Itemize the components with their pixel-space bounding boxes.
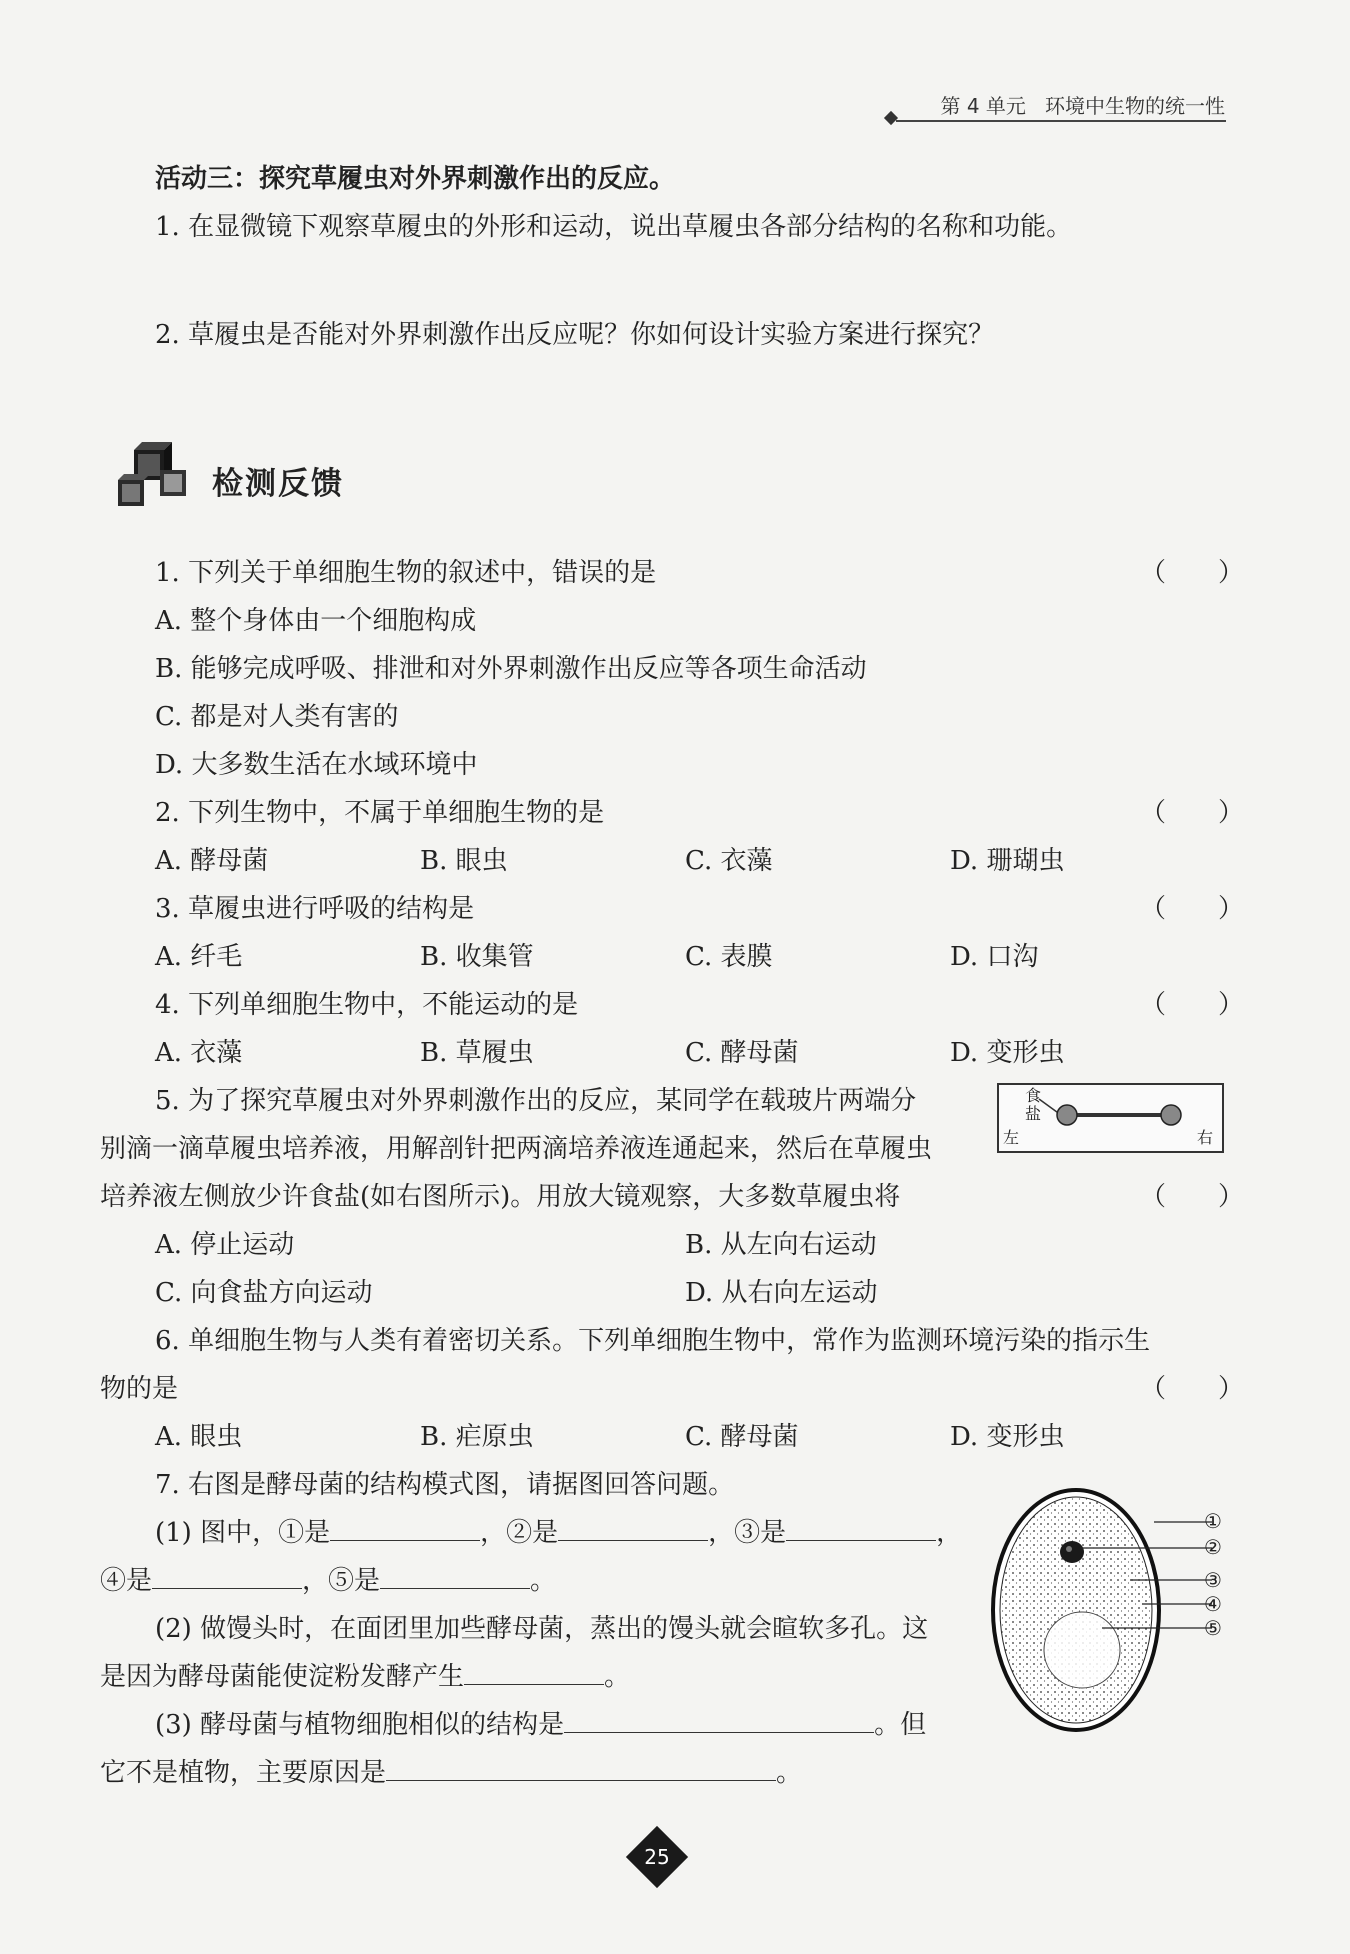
q3-option-d[interactable]: D. 口沟 — [950, 942, 1039, 972]
header-title: 环境中生物的统一性 — [1045, 94, 1225, 118]
q1-option-b[interactable]: B. 能够完成呼吸、排泄和对外界刺激作出反应等各项生命活动 — [155, 654, 867, 684]
page-number: 25 — [644, 1845, 670, 1869]
q4-option-c[interactable]: C. 酵母菌 — [685, 1038, 799, 1068]
q1-stem: 1. 下列关于单细胞生物的叙述中，错误的是 — [155, 558, 657, 588]
header-rule — [896, 120, 1226, 122]
q7-stem: 7. 右图是酵母菌的结构模式图，请据图回答问题。 — [155, 1470, 735, 1500]
q2-option-b[interactable]: B. 眼虫 — [420, 846, 508, 876]
salt-slide-figure — [997, 1083, 1224, 1153]
section-title: 检测反馈 — [212, 466, 344, 502]
q5-answer-paren[interactable]: （ ） — [1140, 1182, 1245, 1212]
q2-option-d[interactable]: D. 珊瑚虫 — [950, 846, 1065, 876]
q5-line1: 5. 为了探究草履虫对外界刺激作出的反应，某同学在载玻片两端分 — [155, 1086, 917, 1116]
salt-label-2: 盐 — [1025, 1104, 1042, 1123]
q2-stem: 2. 下列生物中，不属于单细胞生物的是 — [155, 798, 605, 828]
yeast-label-5: ⑤ — [1204, 1616, 1222, 1640]
cube-section-icon — [112, 440, 200, 516]
q6-option-c[interactable]: C. 酵母菌 — [685, 1422, 799, 1452]
activity3-q2: 2. 草履虫是否能对外界刺激作出反应呢？你如何设计实验方案进行探究？ — [155, 320, 995, 350]
q3-answer-paren[interactable]: （ ） — [1140, 894, 1245, 924]
q2-option-a[interactable]: A. 酵母菌 — [155, 846, 269, 876]
blank-structure-3[interactable] — [786, 1516, 936, 1541]
q7-part2-line1: (2) 做馒头时，在面团里加些酵母菌，蒸出的馒头就会暄软多孔。这 — [155, 1614, 929, 1644]
q3-option-b[interactable]: B. 收集管 — [420, 942, 534, 972]
q5-option-a[interactable]: A. 停止运动 — [155, 1230, 295, 1260]
slide-drops-drawing — [999, 1085, 1222, 1151]
yeast-cell-drawing — [990, 1480, 1230, 1740]
q7-part2-line2: 是因为酵母菌能使淀粉发酵产生 。 — [100, 1662, 631, 1692]
q7-part1-line1: (1) 图中，①是 ，②是 ，③是 ， — [155, 1518, 963, 1548]
activity3-q1: 1. 在显微镜下观察草履虫的外形和运动，说出草履虫各部分结构的名称和功能。 — [155, 212, 1073, 242]
q6-answer-paren[interactable]: （ ） — [1140, 1374, 1245, 1404]
header-diamond-icon — [884, 111, 898, 125]
yeast-label-2: ② — [1204, 1535, 1222, 1559]
blank-structure-4[interactable] — [152, 1564, 302, 1589]
q3-stem: 3. 草履虫进行呼吸的结构是 — [155, 894, 475, 924]
q5-option-d[interactable]: D. 从右向左运动 — [685, 1278, 878, 1308]
yeast-label-3: ③ — [1204, 1568, 1222, 1592]
q6-option-d[interactable]: D. 变形虫 — [950, 1422, 1065, 1452]
q2-option-c[interactable]: C. 衣藻 — [685, 846, 773, 876]
activity3-title: 活动三：探究草履虫对外界刺激作出的反应。 — [155, 164, 676, 194]
q6-line1: 6. 单细胞生物与人类有着密切关系。下列单细胞生物中，常作为监测环境污染的指示生 — [155, 1326, 1151, 1356]
slide-right-label: 右 — [1197, 1128, 1214, 1147]
q7-part3-line1: (3) 酵母菌与植物细胞相似的结构是 。但 — [155, 1710, 927, 1740]
q1-option-a[interactable]: A. 整个身体由一个细胞构成 — [155, 606, 477, 636]
header-unit: 第 4 单元 — [940, 94, 1026, 118]
q4-answer-paren[interactable]: （ ） — [1140, 990, 1245, 1020]
blank-main-reason[interactable] — [386, 1756, 776, 1781]
blank-structure-5[interactable] — [380, 1564, 530, 1589]
q1-answer-paren[interactable]: （ ） — [1140, 558, 1245, 588]
blank-structure-2[interactable] — [558, 1516, 708, 1541]
q5-line3: 培养液左侧放少许食盐(如右图所示)。用放大镜观察，大多数草履虫将 — [100, 1182, 901, 1212]
q6-option-a[interactable]: A. 眼虫 — [155, 1422, 243, 1452]
yeast-cell-figure — [990, 1480, 1230, 1740]
q2-answer-paren[interactable]: （ ） — [1140, 798, 1245, 828]
q5-line2: 别滴一滴草履虫培养液，用解剖针把两滴培养液连通起来，然后在草履虫 — [100, 1134, 933, 1164]
q4-option-d[interactable]: D. 变形虫 — [950, 1038, 1065, 1068]
q7-part3-line2: 它不是植物，主要原因是 。 — [100, 1758, 803, 1788]
q6-line2: 物的是 — [100, 1374, 179, 1404]
q5-option-c[interactable]: C. 向食盐方向运动 — [155, 1278, 373, 1308]
yeast-label-1: ① — [1204, 1509, 1222, 1533]
slide-left-label: 左 — [1003, 1128, 1020, 1147]
q4-option-a[interactable]: A. 衣藻 — [155, 1038, 243, 1068]
q3-option-c[interactable]: C. 表膜 — [685, 942, 773, 972]
q1-option-c[interactable]: C. 都是对人类有害的 — [155, 702, 399, 732]
q5-option-b[interactable]: B. 从左向右运动 — [685, 1230, 877, 1260]
yeast-label-4: ④ — [1204, 1592, 1222, 1616]
blank-structure-1[interactable] — [330, 1516, 480, 1541]
blank-fermentation-product[interactable] — [464, 1660, 604, 1685]
q7-part1-line2: ④是 ，⑤是 。 — [100, 1566, 557, 1596]
q3-option-a[interactable]: A. 纤毛 — [155, 942, 243, 972]
q6-option-b[interactable]: B. 疟原虫 — [420, 1422, 534, 1452]
q4-option-b[interactable]: B. 草履虫 — [420, 1038, 534, 1068]
running-header — [940, 90, 1225, 119]
q1-option-d[interactable]: D. 大多数生活在水域环境中 — [155, 750, 478, 780]
blank-similar-structures[interactable] — [564, 1708, 874, 1733]
salt-label-1: 食 — [1025, 1086, 1042, 1105]
q4-stem: 4. 下列单细胞生物中，不能运动的是 — [155, 990, 579, 1020]
